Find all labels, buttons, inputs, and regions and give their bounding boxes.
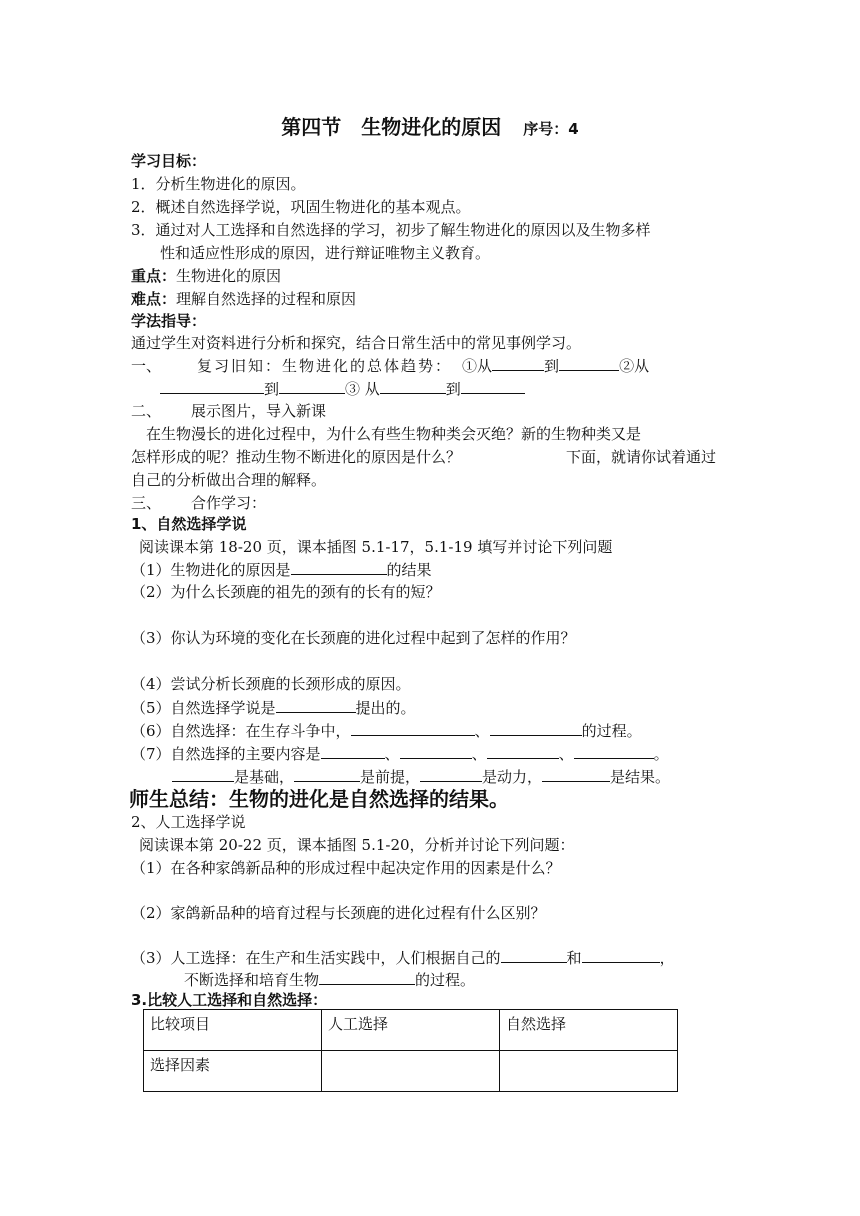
intro-line-3: 自己的分析做出合理的解释。 bbox=[131, 471, 327, 489]
blank-q5[interactable] bbox=[276, 696, 356, 713]
blank-q7-d[interactable] bbox=[574, 742, 654, 759]
blank-q1[interactable] bbox=[291, 558, 387, 575]
method-text: 通过学生对资料进行分析和探究，结合日常生活中的常见事例学习。 bbox=[131, 334, 582, 352]
natural-q5 bbox=[131, 696, 416, 719]
q6-sep: 、 bbox=[474, 722, 490, 740]
natural-q4: （4）尝试分析长颈鹿的长颈形成的原因。 bbox=[131, 675, 411, 693]
natural-q6 bbox=[131, 719, 642, 742]
intro-line-2b: 下面，就请你试着通过 bbox=[566, 448, 717, 466]
blank-review-5[interactable] bbox=[380, 377, 446, 394]
coop-num: 三、 bbox=[131, 494, 162, 512]
blank-aq3-c[interactable] bbox=[319, 968, 415, 985]
q6-end: 的过程。 bbox=[581, 722, 642, 740]
review-line-1 bbox=[131, 354, 649, 377]
key-text: 生物进化的原因 bbox=[176, 267, 282, 285]
review-p2a: ②从 bbox=[619, 357, 650, 375]
method-heading: 学法指导： bbox=[131, 312, 207, 330]
objective-2: 2．概述自然选择学说，巩固生物进化的基本观点。 bbox=[131, 198, 471, 216]
q1-text: （1）生物进化的原因是 bbox=[131, 561, 291, 579]
header-item: 比较项目 bbox=[144, 1010, 322, 1051]
objective-1: 1．分析生物进化的原因。 bbox=[131, 175, 306, 193]
natural-read: 阅读课本第 18-20 页，课本插图 5.1-17，5.1-19 填写并讨论下列问题 bbox=[139, 538, 613, 556]
review-p2b: 到 bbox=[264, 380, 280, 398]
role-4: 是结果。 bbox=[610, 768, 671, 786]
review-p1a: ①从 bbox=[462, 357, 493, 375]
difficulty-text: 理解自然选择的过程和原因 bbox=[176, 290, 357, 308]
review-label: 复习旧知：生物进化的总体趋势： bbox=[197, 357, 453, 375]
review-p1b: 到 bbox=[544, 357, 560, 375]
role-2: 是前提， bbox=[360, 768, 421, 786]
summary: 师生总结：生物的进化是自然选择的结果。 bbox=[129, 787, 509, 811]
blank-role-3[interactable] bbox=[420, 765, 482, 782]
aq3-comma: ， bbox=[659, 949, 675, 967]
review-line-2 bbox=[160, 377, 525, 400]
aq3-text: （3）人工选择：在生产和生活实践中，人们根据自己的 bbox=[131, 949, 501, 967]
artificial-q3-cont bbox=[184, 968, 475, 991]
intro-line-2: 怎样形成的呢？推动生物不断进化的原因是什么？ bbox=[131, 448, 462, 466]
blank-role-4[interactable] bbox=[542, 765, 610, 782]
artificial-q2: （2）家鸽新品种的培育过程与长颈鹿的进化过程有什么区别？ bbox=[131, 904, 546, 922]
blank-review-2[interactable] bbox=[559, 354, 619, 371]
blank-review-4[interactable] bbox=[279, 377, 345, 394]
q7-sep-2: 、 bbox=[471, 745, 487, 763]
natural-q2: （2）为什么长颈鹿的祖先的颈有的长有的短？ bbox=[131, 583, 441, 601]
serial-number: 序号：4 bbox=[523, 120, 579, 138]
compare-heading: 3.比较人工选择和自然选择： bbox=[131, 991, 328, 1009]
key-label: 重点： bbox=[131, 267, 177, 285]
blank-q7-a[interactable] bbox=[321, 742, 385, 759]
q7-sep-1: 、 bbox=[384, 745, 400, 763]
q7-end: 。 bbox=[653, 745, 669, 763]
table-row bbox=[144, 1051, 678, 1092]
header-artificial: 人工选择 bbox=[322, 1010, 500, 1051]
title-text: 第四节 生物进化的原因 bbox=[281, 115, 502, 139]
natural-heading: 1、自然选择学说 bbox=[131, 515, 247, 533]
q5-text: （5）自然选择学说是 bbox=[131, 699, 276, 717]
role-3: 是动力， bbox=[482, 768, 543, 786]
artificial-q1: （1）在各种家鸽新品种的形成过程中起决定作用的因素是什么？ bbox=[131, 859, 561, 877]
review-p3a: ③ 从 bbox=[345, 380, 380, 398]
intro-line-1: 在生物漫长的进化过程中，为什么有些生物种类会灭绝？新的生物种类又是 bbox=[146, 425, 642, 443]
coop-label: 合作学习： bbox=[191, 494, 267, 512]
blank-review-3[interactable] bbox=[160, 377, 264, 394]
objectives-heading: 学习目标： bbox=[131, 152, 207, 170]
blank-q7-c[interactable] bbox=[487, 742, 559, 759]
artificial-read: 阅读课本第 20-22 页，课本插图 5.1-20，分析并讨论下列问题： bbox=[139, 836, 575, 854]
coop-heading bbox=[131, 492, 266, 514]
key-point bbox=[131, 265, 281, 287]
cell-natural[interactable] bbox=[500, 1051, 678, 1092]
blank-q7-b[interactable] bbox=[400, 742, 472, 759]
comparison-table bbox=[143, 1009, 678, 1092]
blank-review-1[interactable] bbox=[492, 354, 544, 371]
blank-review-6[interactable] bbox=[461, 377, 525, 394]
table-header-row bbox=[144, 1010, 678, 1051]
q7-sep-3: 、 bbox=[558, 745, 574, 763]
aq3-end: 的过程。 bbox=[415, 971, 476, 989]
natural-q7 bbox=[131, 742, 669, 765]
review-num: 一、 bbox=[131, 357, 162, 375]
intro-heading bbox=[131, 400, 326, 422]
aq3-and: 和 bbox=[566, 949, 582, 967]
artificial-heading: 2、人工选择学说 bbox=[131, 813, 246, 831]
difficulty-point bbox=[131, 288, 356, 310]
review-p3b: 到 bbox=[445, 380, 461, 398]
row-label: 选择因素 bbox=[144, 1051, 322, 1092]
q6-text: （6）自然选择：在生存斗争中， bbox=[131, 722, 351, 740]
intro-num: 二、 bbox=[131, 402, 162, 420]
intro-label: 展示图片，导入新课 bbox=[191, 402, 327, 420]
aq3-cont-text: 不断选择和培育生物 bbox=[184, 971, 320, 989]
natural-q3: （3）你认为环境的变化在长颈鹿的进化过程中起到了怎样的作用？ bbox=[131, 629, 576, 647]
q7-text: （7）自然选择的主要内容是 bbox=[131, 745, 321, 763]
q1-end: 的结果 bbox=[386, 561, 432, 579]
blank-aq3-b[interactable] bbox=[582, 946, 660, 963]
artificial-q3 bbox=[131, 946, 675, 969]
difficulty-label: 难点： bbox=[131, 290, 177, 308]
blank-q6-b[interactable] bbox=[490, 719, 582, 736]
blank-q6-a[interactable] bbox=[351, 719, 475, 736]
objective-3: 3．通过对人工选择和自然选择的学习，初步了解生物进化的原因以及生物多样 bbox=[131, 221, 651, 239]
natural-q1 bbox=[131, 558, 432, 581]
role-1: 是基础， bbox=[234, 768, 295, 786]
q5-end: 提出的。 bbox=[355, 699, 416, 717]
objective-3-cont: 性和适应性形成的原因，进行辩证唯物主义教育。 bbox=[160, 244, 491, 262]
blank-aq3-a[interactable] bbox=[501, 946, 567, 963]
page-title bbox=[0, 113, 860, 143]
blank-role-1[interactable] bbox=[172, 765, 234, 782]
header-natural: 自然选择 bbox=[500, 1010, 678, 1051]
blank-role-2[interactable] bbox=[294, 765, 360, 782]
cell-artificial[interactable] bbox=[322, 1051, 500, 1092]
